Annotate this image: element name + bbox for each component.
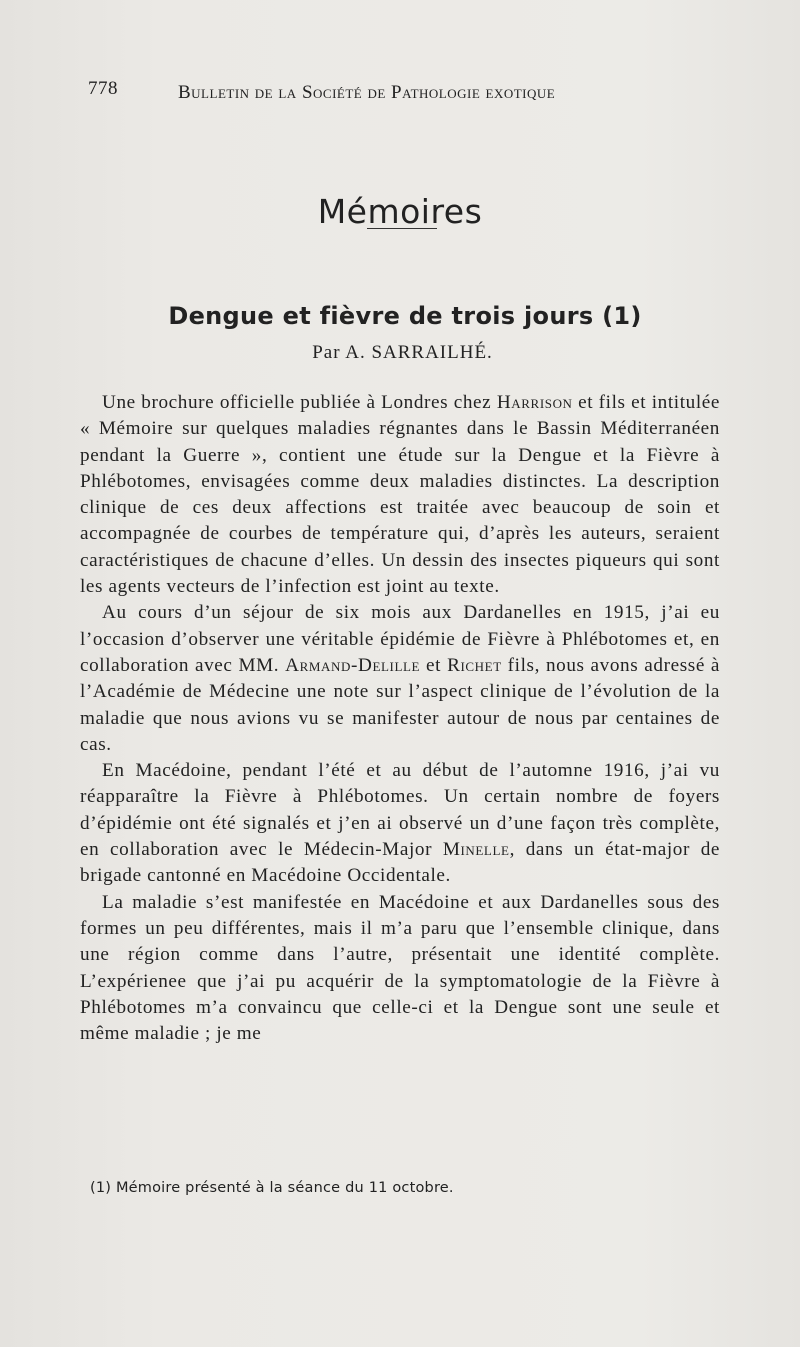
paragraph-text: et fils et intitulée « Mémoire sur quelques maladies régnantes dans le Bassin Méditerranéen pendant la Guerre », contient une étude sur la Dengue et la Fièvre à Phlébotomes, envisagées comme deux maladies distinctes. La description clinique de ces deux affections est traitée avec beaucoup de soin et accompagnée de courbes de température qui, d’après les auteurs, seraient caractéristiques de chacune d’elles. Un dessin des insectes piqueurs qui sont les agents vecteurs de l’infection est joint au texte. [80,392,720,598]
paragraph-text: fils, nous avons adressé à l’Académie de Médecine une note sur l’aspect clinique de l’évolution de la maladie que nous avions vu se manifester autour de nous par centaines de cas. [80,654,721,755]
author-name-armand-delille: Armand-Delille [285,654,421,676]
paragraph-text: et [420,654,448,676]
author-name-harrison: Harrison [496,392,573,413]
paragraph-2 [80,600,720,758]
article-body [80,390,720,1047]
section-divider [367,228,437,229]
paragraph-text: , dans un état-major de brigade cantonné en Macédoine Occidentale. [80,839,721,887]
running-head [88,78,678,108]
footnote: (1) Mémoire présenté à la séance du 11 octobre. [90,1180,454,1196]
author-name-richet: Richet [447,654,502,676]
article-title: Dengue et fièvre de trois jours (1) [168,301,642,330]
section-title: Mémoires [317,192,483,232]
paragraph-text: Une brochure officielle publiée à Londres chez [102,392,497,413]
paragraph-text: Au cours d’un séjour de six mois aux Dardanelles en 1915, j’ai eu l’occasion d’observer une véritable épidémie de Fièvre à Phlébotomes et, en collaboration avec MM. [80,602,720,676]
paragraph-1 [80,390,720,600]
article-author: Par A. SARRAILHÉ. [312,342,493,363]
author-name-minelle: Minelle [442,839,510,861]
paragraph-4: La maladie s’est manifestée en Macédoine et aux Dardanelles sous des formes un peu différentes, mais il m’a paru que l’ensemble clinique, dans une région comme dans l’autre, présentait une identité complète. L’expérienee que j’ai pu acquérir de la symptomatologie de la Fièvre à Phlébotomes m’a convaincu que celle-ci et la Dengue sont une seule et même maladie ; je me [80,891,720,1045]
journal-title: Bulletin de la Société de Pathologie exotique [178,82,556,103]
paragraph-3 [80,758,720,889]
page-number: 778 [88,78,118,99]
paragraph-text: En Macédoine, pendant l’été et au début de l’automne 1916, j’ai vu réapparaître la Fièvre à Phlébotomes. Un certain nombre de foyers d’épidémie ont été signalés et j’en ai observé un d’une façon très complète, en collaboration avec le Médecin-Major [80,760,720,861]
